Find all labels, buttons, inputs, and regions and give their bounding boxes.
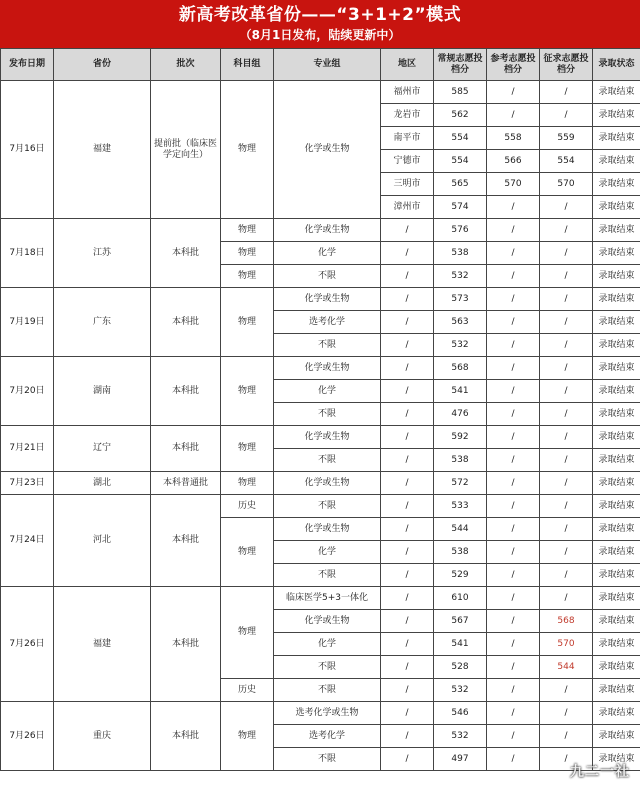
solicit-score-cell: /	[540, 242, 593, 265]
regular-score-cell: 538	[434, 449, 487, 472]
reference-score-cell: /	[487, 196, 540, 219]
regular-score-cell: 572	[434, 472, 487, 495]
reference-score-cell: /	[487, 748, 540, 771]
regular-score-cell: 585	[434, 81, 487, 104]
province-cell: 重庆	[54, 702, 151, 771]
major-group-cell: 不限	[274, 449, 381, 472]
regular-score-cell: 532	[434, 679, 487, 702]
status-cell: 录取结束	[593, 610, 640, 633]
header-status: 录取状态	[593, 49, 640, 81]
regular-score-cell: 538	[434, 242, 487, 265]
status-cell: 录取结束	[593, 725, 640, 748]
region-cell: /	[381, 357, 434, 380]
reference-score-cell: /	[487, 265, 540, 288]
province-cell: 江苏	[54, 219, 151, 288]
region-cell: /	[381, 380, 434, 403]
table-row	[1, 495, 640, 518]
region-cell: /	[381, 449, 434, 472]
status-cell: 录取结束	[593, 472, 640, 495]
regular-score-cell: 528	[434, 656, 487, 679]
reference-score-cell: /	[487, 656, 540, 679]
table-row	[1, 357, 640, 380]
major-group-cell: 不限	[274, 495, 381, 518]
subject-cell: 历史	[221, 679, 274, 702]
status-cell: 录取结束	[593, 679, 640, 702]
header-reference-score: 参考志愿投档分	[487, 49, 540, 81]
reference-score-cell: /	[487, 311, 540, 334]
batch-cell: 本科批	[151, 426, 221, 472]
subject-cell: 物理	[221, 265, 274, 288]
subject-cell: 物理	[221, 242, 274, 265]
regular-score-cell: 563	[434, 311, 487, 334]
regular-score-cell: 574	[434, 196, 487, 219]
region-cell: 南平市	[381, 127, 434, 150]
date-cell: 7月20日	[1, 357, 54, 426]
date-cell: 7月26日	[1, 702, 54, 771]
table-row	[1, 81, 640, 104]
status-cell: 录取结束	[593, 403, 640, 426]
batch-cell: 本科批	[151, 288, 221, 357]
title-banner	[0, 0, 640, 48]
reference-score-cell: 570	[487, 173, 540, 196]
region-cell: /	[381, 265, 434, 288]
major-group-cell: 选考化学	[274, 725, 381, 748]
reference-score-cell: /	[487, 288, 540, 311]
solicit-score-cell: /	[540, 219, 593, 242]
reference-score-cell: /	[487, 633, 540, 656]
solicit-score-cell: 559	[540, 127, 593, 150]
region-cell: 漳州市	[381, 196, 434, 219]
header-region: 地区	[381, 49, 434, 81]
solicit-score-cell: /	[540, 587, 593, 610]
region-cell: /	[381, 311, 434, 334]
solicit-score-cell: /	[540, 541, 593, 564]
reference-score-cell: /	[487, 380, 540, 403]
solicit-score-cell: 570	[540, 173, 593, 196]
region-cell: /	[381, 587, 434, 610]
date-cell: 7月21日	[1, 426, 54, 472]
regular-score-cell: 554	[434, 150, 487, 173]
regular-score-cell: 532	[434, 265, 487, 288]
solicit-score-cell: /	[540, 81, 593, 104]
region-cell: /	[381, 541, 434, 564]
solicit-score-cell: /	[540, 748, 593, 771]
solicit-score-cell: 554	[540, 150, 593, 173]
status-cell: 录取结束	[593, 426, 640, 449]
date-cell: 7月16日	[1, 81, 54, 219]
solicit-score-cell: /	[540, 679, 593, 702]
status-cell: 录取结束	[593, 748, 640, 771]
status-cell: 录取结束	[593, 541, 640, 564]
reference-score-cell: /	[487, 104, 540, 127]
reference-score-cell: /	[487, 219, 540, 242]
subject-cell: 物理	[221, 518, 274, 587]
region-cell: /	[381, 242, 434, 265]
batch-cell: 提前批（临床医学定向生）	[151, 81, 221, 219]
solicit-score-cell: /	[540, 495, 593, 518]
status-cell: 录取结束	[593, 656, 640, 679]
subject-cell: 物理	[221, 426, 274, 472]
date-cell: 7月26日	[1, 587, 54, 702]
regular-score-cell: 565	[434, 173, 487, 196]
reference-score-cell: /	[487, 449, 540, 472]
major-group-cell: 化学	[274, 633, 381, 656]
regular-score-cell: 573	[434, 288, 487, 311]
major-group-cell: 化学或生物	[274, 288, 381, 311]
region-cell: /	[381, 403, 434, 426]
region-cell: /	[381, 219, 434, 242]
regular-score-cell: 546	[434, 702, 487, 725]
reference-score-cell: /	[487, 518, 540, 541]
region-cell: /	[381, 610, 434, 633]
region-cell: /	[381, 518, 434, 541]
solicit-score-cell: /	[540, 334, 593, 357]
status-cell: 录取结束	[593, 173, 640, 196]
major-group-cell: 化学或生物	[274, 518, 381, 541]
table-row	[1, 426, 640, 449]
regular-score-cell: 541	[434, 633, 487, 656]
regular-score-cell: 476	[434, 403, 487, 426]
region-cell: /	[381, 426, 434, 449]
reference-score-cell: /	[487, 81, 540, 104]
date-cell: 7月19日	[1, 288, 54, 357]
status-cell: 录取结束	[593, 288, 640, 311]
region-cell: /	[381, 748, 434, 771]
region-cell: /	[381, 495, 434, 518]
status-cell: 录取结束	[593, 196, 640, 219]
status-cell: 录取结束	[593, 449, 640, 472]
status-cell: 录取结束	[593, 334, 640, 357]
province-cell: 福建	[54, 81, 151, 219]
batch-cell: 本科批	[151, 587, 221, 702]
header-date: 发布日期	[1, 49, 54, 81]
major-group-cell: 化学或生物	[274, 357, 381, 380]
major-group-cell: 化学	[274, 541, 381, 564]
status-cell: 录取结束	[593, 219, 640, 242]
subject-cell: 物理	[221, 472, 274, 495]
region-cell: /	[381, 702, 434, 725]
header-province: 省份	[54, 49, 151, 81]
solicit-score-cell: /	[540, 288, 593, 311]
regular-score-cell: 541	[434, 380, 487, 403]
subject-cell: 物理	[221, 702, 274, 771]
reference-score-cell: 566	[487, 150, 540, 173]
regular-score-cell: 610	[434, 587, 487, 610]
table-header-row	[1, 49, 640, 81]
major-group-cell: 选考化学	[274, 311, 381, 334]
solicit-score-cell: /	[540, 380, 593, 403]
solicit-score-cell: /	[540, 702, 593, 725]
major-group-cell: 化学或生物	[274, 472, 381, 495]
regular-score-cell: 533	[434, 495, 487, 518]
reference-score-cell: /	[487, 357, 540, 380]
date-cell: 7月24日	[1, 495, 54, 587]
reference-score-cell: 558	[487, 127, 540, 150]
table-row	[1, 702, 640, 725]
major-group-cell: 选考化学或生物	[274, 702, 381, 725]
reference-score-cell: /	[487, 702, 540, 725]
solicit-score-cell: /	[540, 357, 593, 380]
regular-score-cell: 544	[434, 518, 487, 541]
major-group-cell: 不限	[274, 748, 381, 771]
major-group-cell: 不限	[274, 403, 381, 426]
reference-score-cell: /	[487, 610, 540, 633]
regular-score-cell: 532	[434, 334, 487, 357]
subject-cell: 历史	[221, 495, 274, 518]
regular-score-cell: 567	[434, 610, 487, 633]
solicit-score-cell: /	[540, 104, 593, 127]
solicit-score-cell: /	[540, 725, 593, 748]
subject-cell: 物理	[221, 288, 274, 357]
batch-cell: 本科普通批	[151, 472, 221, 495]
status-cell: 录取结束	[593, 265, 640, 288]
watermark-logo: 九二一社	[570, 764, 630, 780]
major-group-cell: 临床医学5+3一体化	[274, 587, 381, 610]
region-cell: /	[381, 472, 434, 495]
date-cell: 7月23日	[1, 472, 54, 495]
solicit-score-cell: 570	[540, 633, 593, 656]
region-cell: /	[381, 679, 434, 702]
batch-cell: 本科批	[151, 495, 221, 587]
subject-cell: 物理	[221, 81, 274, 219]
province-cell: 湖北	[54, 472, 151, 495]
regular-score-cell: 592	[434, 426, 487, 449]
status-cell: 录取结束	[593, 150, 640, 173]
regular-score-cell: 538	[434, 541, 487, 564]
reference-score-cell: /	[487, 334, 540, 357]
regular-score-cell: 554	[434, 127, 487, 150]
reference-score-cell: /	[487, 587, 540, 610]
status-cell: 录取结束	[593, 518, 640, 541]
solicit-score-cell: /	[540, 564, 593, 587]
region-cell: /	[381, 725, 434, 748]
province-cell: 福建	[54, 587, 151, 702]
table-row	[1, 219, 640, 242]
solicit-score-cell: /	[540, 403, 593, 426]
status-cell: 录取结束	[593, 495, 640, 518]
admission-score-table	[0, 48, 640, 771]
major-group-cell: 化学或生物	[274, 219, 381, 242]
major-group-cell: 化学	[274, 380, 381, 403]
province-cell: 辽宁	[54, 426, 151, 472]
solicit-score-cell: /	[540, 196, 593, 219]
regular-score-cell: 532	[434, 725, 487, 748]
reference-score-cell: /	[487, 564, 540, 587]
region-cell: 福州市	[381, 81, 434, 104]
table-body	[1, 81, 640, 771]
batch-cell: 本科批	[151, 702, 221, 771]
reference-score-cell: /	[487, 426, 540, 449]
region-cell: 三明市	[381, 173, 434, 196]
header-major-group: 专业组	[274, 49, 381, 81]
reference-score-cell: /	[487, 403, 540, 426]
region-cell: 龙岩市	[381, 104, 434, 127]
batch-cell: 本科批	[151, 219, 221, 288]
page-subtitle: （8月1日发布，陆续更新中）	[239, 28, 401, 42]
status-cell: 录取结束	[593, 380, 640, 403]
region-cell: /	[381, 288, 434, 311]
status-cell: 录取结束	[593, 633, 640, 656]
subject-cell: 物理	[221, 357, 274, 426]
major-group-cell: 化学或生物	[274, 426, 381, 449]
solicit-score-cell: 568	[540, 610, 593, 633]
province-cell: 河北	[54, 495, 151, 587]
reference-score-cell: /	[487, 242, 540, 265]
table-row	[1, 288, 640, 311]
status-cell: 录取结束	[593, 311, 640, 334]
solicit-score-cell: /	[540, 426, 593, 449]
region-cell: /	[381, 564, 434, 587]
reference-score-cell: /	[487, 472, 540, 495]
major-group-cell: 不限	[274, 564, 381, 587]
batch-cell: 本科批	[151, 357, 221, 426]
regular-score-cell: 497	[434, 748, 487, 771]
header-subject: 科目组	[221, 49, 274, 81]
major-group-cell: 不限	[274, 334, 381, 357]
subject-cell: 物理	[221, 219, 274, 242]
regular-score-cell: 529	[434, 564, 487, 587]
major-group-cell: 化学	[274, 242, 381, 265]
regular-score-cell: 576	[434, 219, 487, 242]
status-cell: 录取结束	[593, 702, 640, 725]
province-cell: 广东	[54, 288, 151, 357]
major-group-cell: 化学或生物	[274, 81, 381, 219]
status-cell: 录取结束	[593, 104, 640, 127]
regular-score-cell: 568	[434, 357, 487, 380]
status-cell: 录取结束	[593, 587, 640, 610]
solicit-score-cell: /	[540, 311, 593, 334]
status-cell: 录取结束	[593, 564, 640, 587]
major-group-cell: 不限	[274, 265, 381, 288]
date-cell: 7月18日	[1, 219, 54, 288]
major-group-cell: 不限	[274, 679, 381, 702]
solicit-score-cell: 544	[540, 656, 593, 679]
status-cell: 录取结束	[593, 242, 640, 265]
major-group-cell: 化学或生物	[274, 610, 381, 633]
table-row	[1, 587, 640, 610]
region-cell: /	[381, 656, 434, 679]
header-regular-score: 常规志愿投档分	[434, 49, 487, 81]
header-solicit-score: 征求志愿投档分	[540, 49, 593, 81]
solicit-score-cell: /	[540, 472, 593, 495]
reference-score-cell: /	[487, 679, 540, 702]
regular-score-cell: 562	[434, 104, 487, 127]
reference-score-cell: /	[487, 495, 540, 518]
solicit-score-cell: /	[540, 518, 593, 541]
reference-score-cell: /	[487, 541, 540, 564]
status-cell: 录取结束	[593, 81, 640, 104]
solicit-score-cell: /	[540, 449, 593, 472]
province-cell: 湖南	[54, 357, 151, 426]
major-group-cell: 不限	[274, 656, 381, 679]
solicit-score-cell: /	[540, 265, 593, 288]
page-title: 新高考改革省份——“3+1+2”模式	[178, 5, 462, 25]
status-cell: 录取结束	[593, 357, 640, 380]
table-row	[1, 472, 640, 495]
region-cell: /	[381, 633, 434, 656]
region-cell: /	[381, 334, 434, 357]
reference-score-cell: /	[487, 725, 540, 748]
header-batch: 批次	[151, 49, 221, 81]
status-cell: 录取结束	[593, 127, 640, 150]
subject-cell: 物理	[221, 587, 274, 679]
region-cell: 宁德市	[381, 150, 434, 173]
